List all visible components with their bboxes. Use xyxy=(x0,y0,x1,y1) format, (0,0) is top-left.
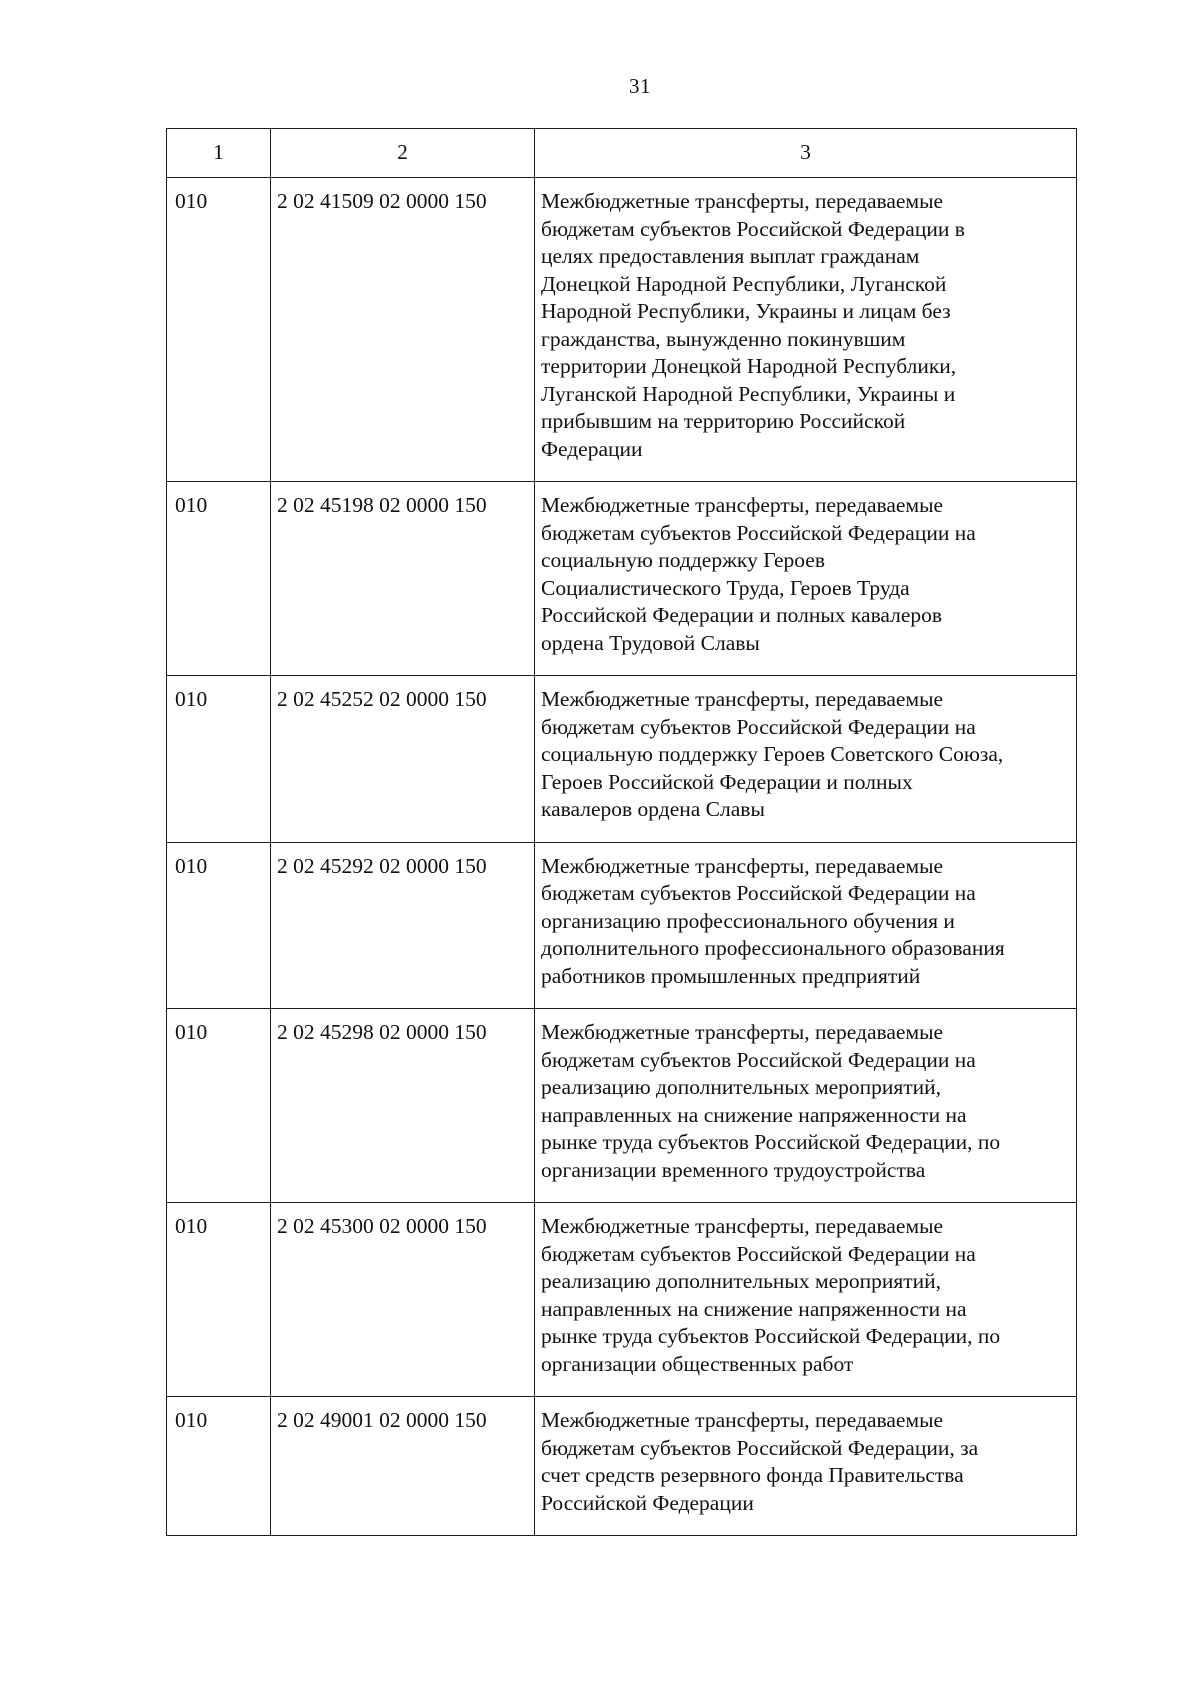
budget-code-cell: 2 02 49001 02 0000 150 xyxy=(271,1397,535,1536)
revenue-name-line: гражданства, вынужденно покинувшим xyxy=(541,326,906,351)
revenue-name-line: Героев Российской Федерации и полных xyxy=(541,769,913,794)
column-header-1: 1 xyxy=(167,129,271,178)
table-header-row xyxy=(167,129,1077,178)
table-row xyxy=(167,1009,1077,1203)
revenue-name-line: рынке труда субъектов Российской Федерации, по xyxy=(541,1324,1001,1348)
admin-code-cell: 010 xyxy=(167,1009,271,1203)
revenue-name-cell xyxy=(535,178,1077,482)
revenue-name-line: направленных на снижение напряженности на xyxy=(541,1296,967,1321)
table-row xyxy=(167,1397,1077,1536)
revenue-name-line: Донецкой Народной Республики, Луганской xyxy=(541,271,947,296)
budget-code-cell: 2 02 45300 02 0000 150 xyxy=(271,1203,535,1397)
table-row xyxy=(167,842,1077,1009)
revenue-name-line: социальную поддержку Героев Советского Союза, xyxy=(541,742,1004,766)
revenue-name-line: бюджетам субъектов Российской Федерации в xyxy=(541,216,965,241)
revenue-name-line: организации общественных работ xyxy=(541,1351,854,1376)
revenue-name-line: Межбюджетные трансферты, передаваемые xyxy=(541,493,944,517)
budget-code-cell: 2 02 45292 02 0000 150 xyxy=(271,842,535,1009)
revenue-name-line: организации временного трудоустройства xyxy=(541,1157,926,1182)
revenue-name-line: бюджетам субъектов Российской Федерации на xyxy=(541,1241,976,1266)
revenue-name-line: Межбюджетные трансферты, передаваемые xyxy=(541,853,944,878)
budget-code-cell: 2 02 41509 02 0000 150 xyxy=(271,178,535,482)
revenue-name-line: Межбюджетные трансферты, передаваемые xyxy=(541,1214,944,1238)
admin-code-cell: 010 xyxy=(167,676,271,843)
column-header-3: 3 xyxy=(535,129,1077,178)
budget-code-cell: 2 02 45252 02 0000 150 xyxy=(271,676,535,843)
revenue-name-line: дополнительного профессионального образования xyxy=(541,936,1005,960)
revenue-name-line: Межбюджетные трансферты, передаваемые xyxy=(541,687,944,711)
revenue-name-line: бюджетам субъектов Российской Федерации на xyxy=(541,1047,976,1072)
revenue-name-cell xyxy=(535,1397,1077,1536)
page-number: 31 xyxy=(629,74,651,98)
revenue-name-line: бюджетам субъектов Российской Федерации на xyxy=(541,714,976,739)
budget-code-cell: 2 02 45198 02 0000 150 xyxy=(271,482,535,676)
admin-code-cell: 010 xyxy=(167,1397,271,1536)
revenue-name-line: ордена Трудовой Славы xyxy=(541,630,760,655)
revenue-name-cell xyxy=(535,1203,1077,1397)
revenue-name-line: кавалеров ордена Славы xyxy=(541,797,765,821)
revenue-name-cell xyxy=(535,842,1077,1009)
revenue-name-line: Межбюджетные трансферты, передаваемые xyxy=(541,1020,944,1044)
revenue-name-line: Российской Федерации и полных кавалеров xyxy=(541,603,943,627)
admin-code-cell: 010 xyxy=(167,842,271,1009)
revenue-name-line: реализацию дополнительных мероприятий, xyxy=(541,1269,942,1293)
revenue-name-line: прибывшим на территорию Российской xyxy=(541,409,906,433)
revenue-name-line: бюджетам субъектов Российской Федерации, за xyxy=(541,1435,979,1460)
admin-code-cell: 010 xyxy=(167,1203,271,1397)
revenue-name-line: реализацию дополнительных мероприятий, xyxy=(541,1075,942,1099)
revenue-name-line: бюджетам субъектов Российской Федерации на xyxy=(541,520,976,545)
admin-code-cell: 010 xyxy=(167,178,271,482)
revenue-name-line: Российской Федерации xyxy=(541,1490,754,1515)
revenue-name-line: социальную поддержку Героев xyxy=(541,548,825,572)
budget-classification-table xyxy=(166,128,1077,1536)
budget-code-cell: 2 02 45298 02 0000 150 xyxy=(271,1009,535,1203)
revenue-name-cell xyxy=(535,1009,1077,1203)
table-row xyxy=(167,676,1077,843)
revenue-name-line: Межбюджетные трансферты, передаваемые xyxy=(541,1408,944,1432)
revenue-name-line: Луганской Народной Республики, Украины и xyxy=(541,381,956,406)
revenue-name-line: территории Донецкой Народной Республики, xyxy=(541,354,957,378)
column-header-2: 2 xyxy=(271,129,535,178)
revenue-name-line: рынке труда субъектов Российской Федерации, по xyxy=(541,1130,1001,1154)
revenue-name-line: Межбюджетные трансферты, передаваемые xyxy=(541,189,944,213)
revenue-name-line: Социалистического Труда, Героев Труда xyxy=(541,575,910,600)
admin-code-cell: 010 xyxy=(167,482,271,676)
revenue-name-line: Народной Республики, Украины и лицам без xyxy=(541,299,951,323)
table-row xyxy=(167,178,1077,482)
revenue-name-cell xyxy=(535,482,1077,676)
revenue-name-line: бюджетам субъектов Российской Федерации на xyxy=(541,881,976,905)
revenue-name-line: целях предоставления выплат гражданам xyxy=(541,244,920,268)
revenue-name-cell xyxy=(535,676,1077,843)
table-row xyxy=(167,1203,1077,1397)
revenue-name-line: счет средств резервного фонда Правительства xyxy=(541,1463,964,1487)
revenue-name-line: Федерации xyxy=(541,436,643,461)
table-body xyxy=(167,178,1077,1536)
revenue-name-line: направленных на снижение напряженности на xyxy=(541,1102,967,1127)
table-row xyxy=(167,482,1077,676)
revenue-name-line: организацию профессионального обучения и xyxy=(541,908,955,933)
revenue-name-line: работников промышленных предприятий xyxy=(541,963,921,988)
